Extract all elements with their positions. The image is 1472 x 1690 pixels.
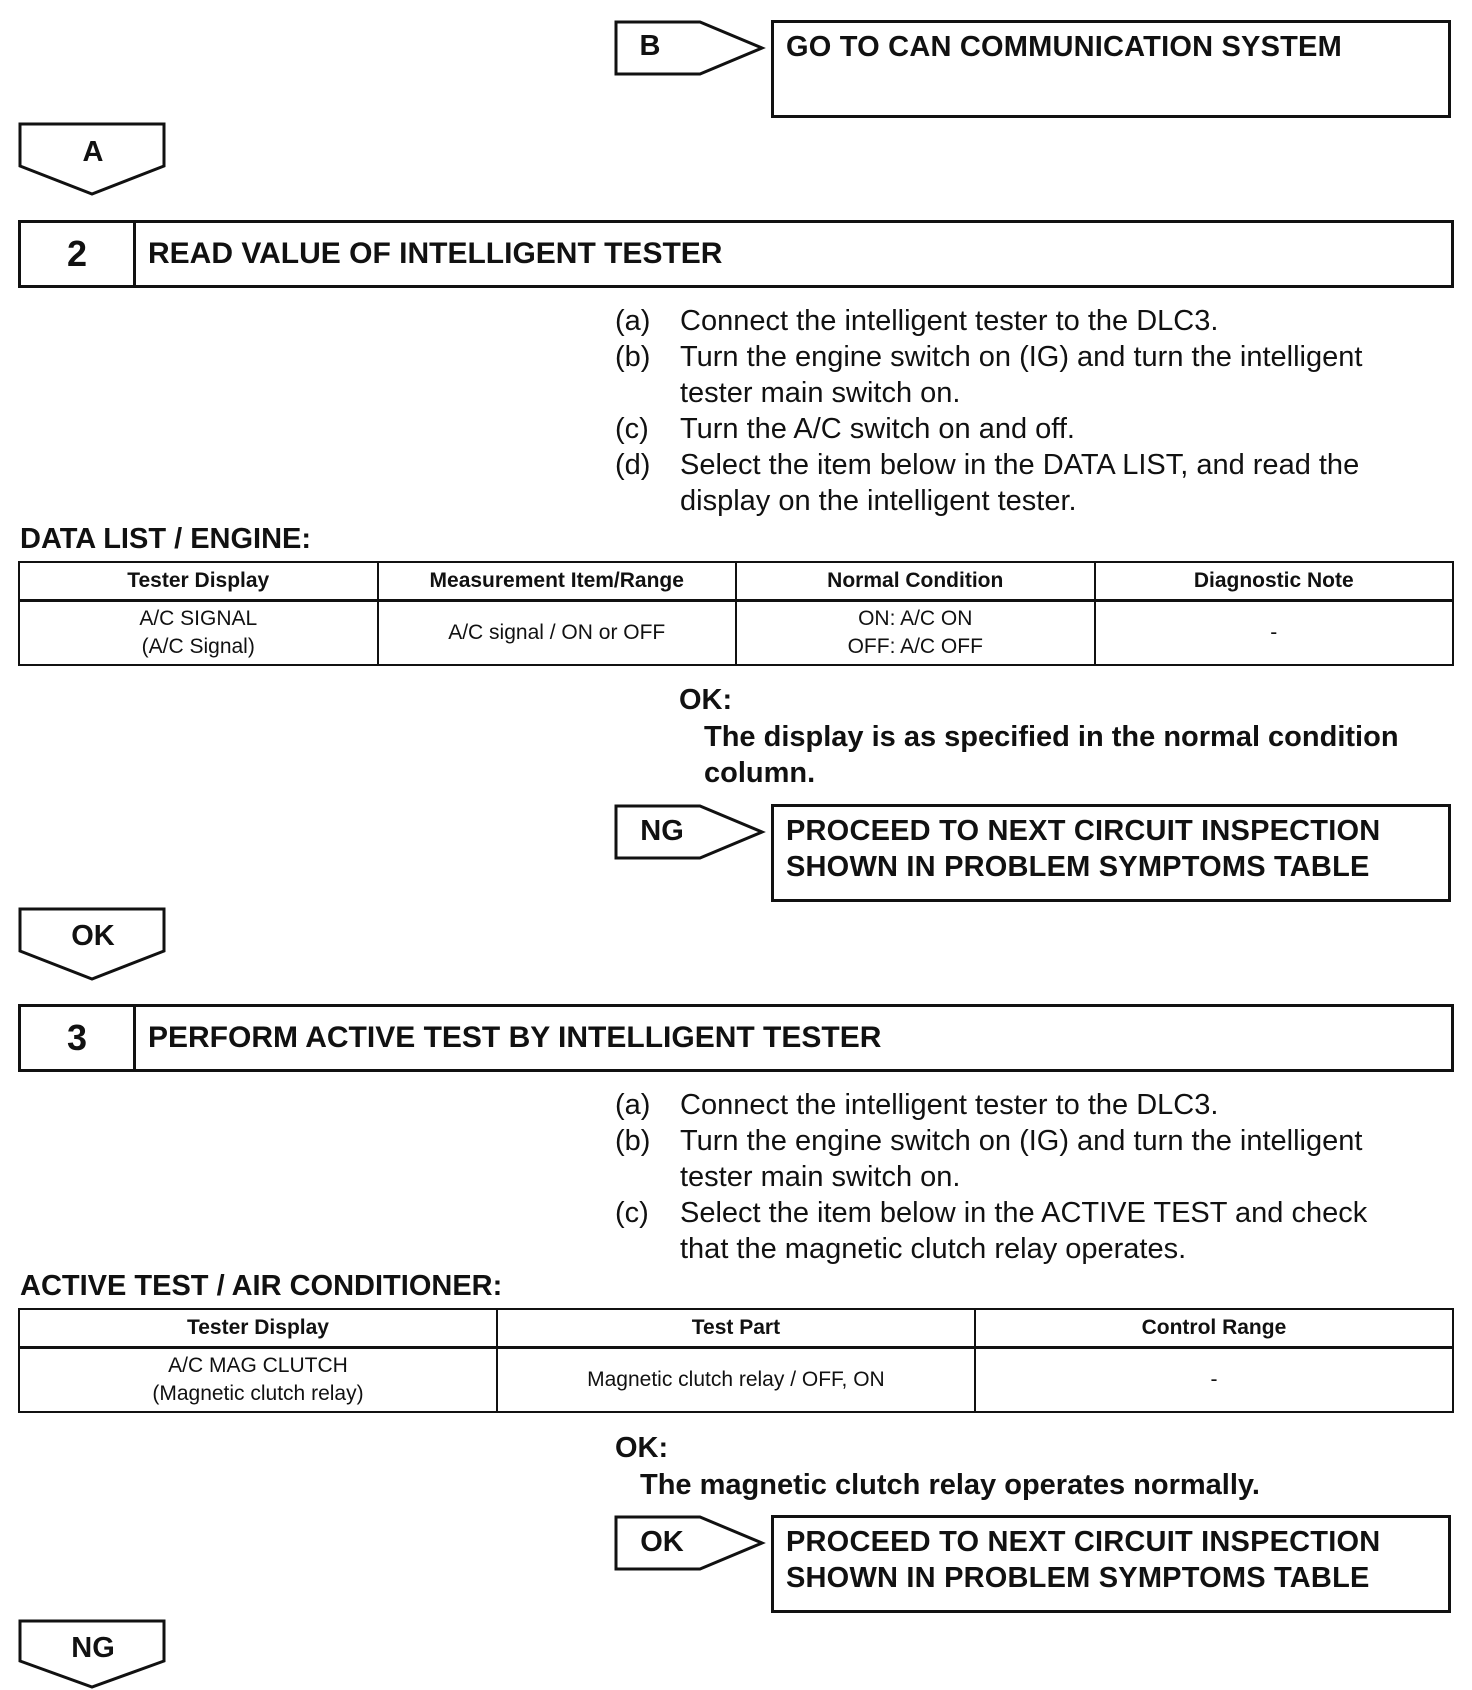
instruction-item (615, 411, 1415, 447)
data-list-title: DATA LIST / ENGINE: (20, 523, 312, 555)
tester-display-cell (19, 601, 378, 666)
column-header: Normal Condition (736, 562, 1095, 601)
tester-display-cell (19, 1348, 497, 1413)
diagnostic-note-cell: - (1095, 601, 1454, 666)
instruction-text: Turn the engine switch on (IG) and turn the intelligent tester main switch on. (680, 1125, 1363, 1193)
instruction-text: Turn the engine switch on (IG) and turn the intelligent tester main switch on. (680, 341, 1363, 409)
column-header: Control Range (975, 1309, 1453, 1348)
active-test-table (18, 1308, 1454, 1413)
cell-line: ON: A/C ON (858, 607, 973, 630)
instruction-text: Select the item below in the ACTIVE TEST and check that the magnetic clutch relay operates. (680, 1197, 1368, 1265)
instruction-item (615, 1087, 1415, 1123)
normal-condition-cell (736, 601, 1095, 666)
instruction-item (615, 339, 1415, 411)
instruction-label: (c) (615, 413, 649, 445)
active-test-title: ACTIVE TEST / AIR CONDITIONER: (20, 1270, 503, 1302)
measurement-cell: A/C signal / ON or OFF (378, 601, 737, 666)
instruction-item (615, 447, 1415, 519)
step-3-ok-text: The magnetic clutch relay operates normally. (640, 1469, 1260, 1501)
target-line: PROCEED TO NEXT CIRCUIT INSPECTION (786, 815, 1381, 847)
branch-ok-label: OK (71, 920, 115, 952)
instruction-label: (a) (615, 1089, 651, 1121)
step-3-instructions (615, 1087, 1415, 1267)
table-header-row (19, 1309, 1453, 1348)
ok-text-line: column. (704, 757, 816, 789)
branch-ok-target (771, 1515, 1451, 1613)
cell-line: (Magnetic clutch relay) (152, 1382, 364, 1405)
instruction-text: Select the item below in the DATA LIST, and read the display on the intelligent tester. (680, 449, 1360, 517)
step-3-title: PERFORM ACTIVE TEST BY INTELLIGENT TESTER (148, 1021, 882, 1054)
cell-line: OFF: A/C OFF (847, 635, 983, 658)
step-2-number: 2 (21, 223, 136, 285)
step-3-ok-label: OK: (615, 1432, 669, 1464)
branch-a-label: A (82, 136, 104, 168)
instruction-item (615, 303, 1415, 339)
target-line: SHOWN IN PROBLEM SYMPTOMS TABLE (786, 1562, 1370, 1594)
data-list-table (18, 561, 1454, 666)
instruction-label: (b) (615, 341, 651, 373)
step-2-header (18, 220, 1454, 288)
control-range-cell: - (975, 1348, 1453, 1413)
cell-line: A/C SIGNAL (139, 607, 258, 630)
step-2-instructions (615, 303, 1415, 519)
branch-ng-label: NG (640, 815, 684, 847)
ok-text-line: The display is as specified in the normal condition (704, 721, 1399, 753)
branch-ng-target (771, 804, 1451, 902)
target-line: PROCEED TO NEXT CIRCUIT INSPECTION (786, 1526, 1381, 1558)
cell-line: (A/C Signal) (141, 635, 255, 658)
column-header: Test Part (497, 1309, 975, 1348)
branch-ok-label: OK (640, 1526, 684, 1558)
instruction-text: Connect the intelligent tester to the DLC3. (680, 305, 1219, 337)
table-row (19, 601, 1453, 666)
instruction-text: Turn the A/C switch on and off. (680, 413, 1075, 445)
target-line: SHOWN IN PROBLEM SYMPTOMS TABLE (786, 851, 1370, 883)
instruction-item (615, 1123, 1415, 1195)
instruction-text: Connect the intelligent tester to the DLC3. (680, 1089, 1219, 1121)
branch-b-target: GO TO CAN COMMUNICATION SYSTEM (771, 20, 1451, 118)
branch-b-label: B (639, 30, 661, 62)
branch-ng-label: NG (71, 1632, 115, 1664)
step-3-number: 3 (21, 1007, 136, 1069)
table-row (19, 1348, 1453, 1413)
test-part-cell: Magnetic clutch relay / OFF, ON (497, 1348, 975, 1413)
instruction-label: (b) (615, 1125, 651, 1157)
table-header-row (19, 562, 1453, 601)
step-3-header (18, 1004, 1454, 1072)
step-2-ok-label: OK: (679, 684, 733, 716)
instruction-label: (a) (615, 305, 651, 337)
column-header: Tester Display (19, 562, 378, 601)
column-header: Diagnostic Note (1095, 562, 1454, 601)
step-2-title: READ VALUE OF INTELLIGENT TESTER (148, 237, 723, 270)
instruction-item (615, 1195, 1415, 1267)
cell-line: A/C MAG CLUTCH (168, 1354, 348, 1377)
step-2-ok-text (704, 719, 1464, 791)
instruction-label: (c) (615, 1197, 649, 1229)
column-header: Tester Display (19, 1309, 497, 1348)
column-header: Measurement Item/Range (378, 562, 737, 601)
instruction-label: (d) (615, 449, 651, 481)
